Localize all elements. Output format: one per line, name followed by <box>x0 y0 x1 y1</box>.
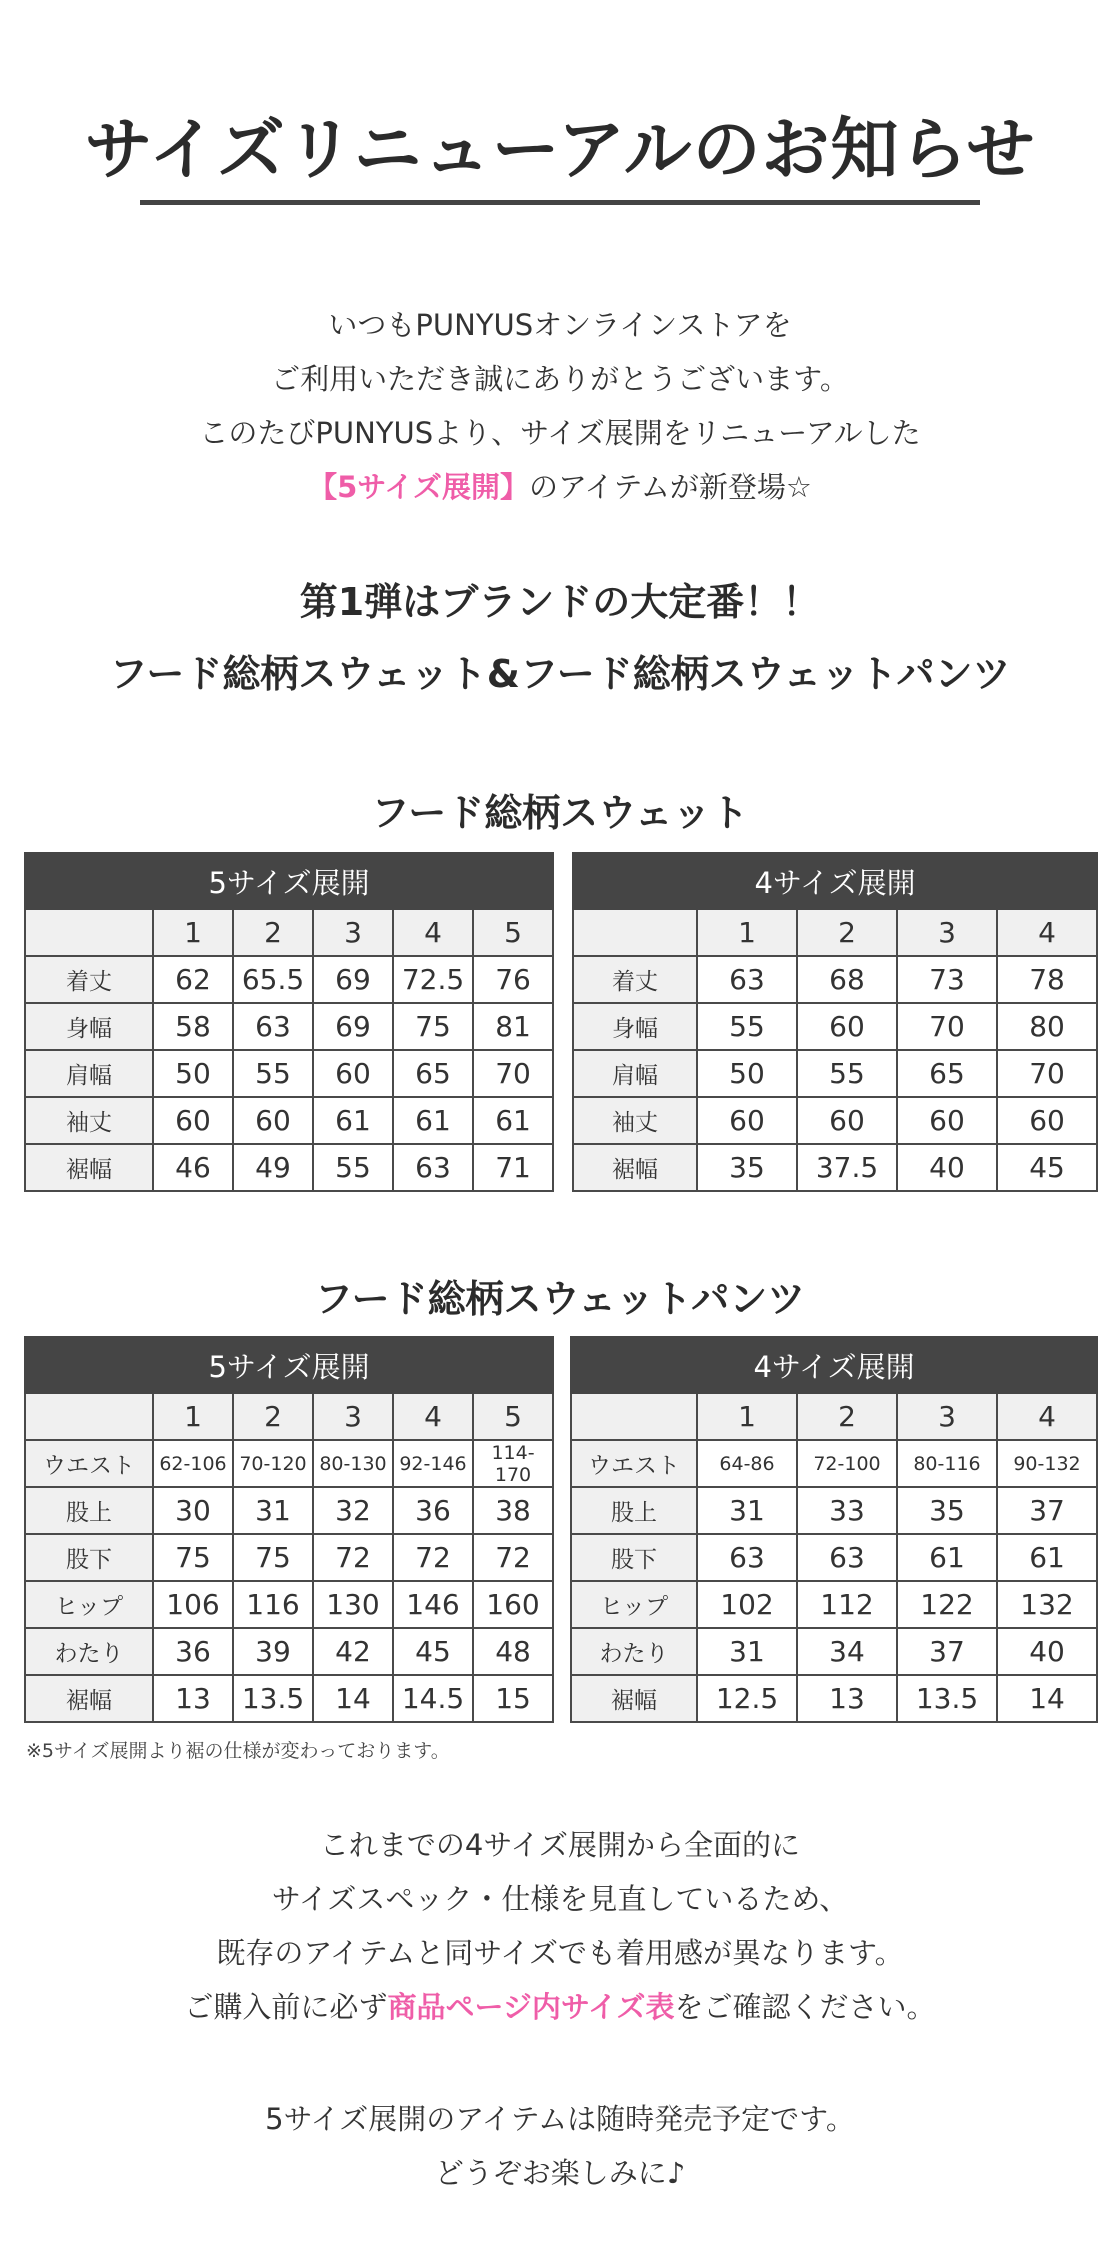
size-header: 3 <box>897 1393 997 1440</box>
value-cell: 38 <box>473 1487 553 1534</box>
table-row <box>571 1675 1097 1722</box>
value-cell: 75 <box>393 1003 473 1050</box>
table-row <box>25 1534 553 1581</box>
value-cell: 60 <box>997 1097 1097 1144</box>
size-header: 4 <box>997 1393 1097 1440</box>
value-cell: 90-132 <box>997 1440 1097 1487</box>
value-cell: 80-116 <box>897 1440 997 1487</box>
value-cell: 55 <box>797 1050 897 1097</box>
corner-cell <box>573 909 697 956</box>
corner-cell <box>571 1393 697 1440</box>
value-cell: 72 <box>313 1534 393 1581</box>
size-header: 2 <box>233 1393 313 1440</box>
row-label: 股下 <box>571 1534 697 1581</box>
value-cell: 61 <box>997 1534 1097 1581</box>
row-label: 身幅 <box>573 1003 697 1050</box>
size-header-row <box>573 909 1097 956</box>
value-cell: 13.5 <box>233 1675 313 1722</box>
value-cell: 116 <box>233 1581 313 1628</box>
row-label: 裾幅 <box>571 1675 697 1722</box>
value-cell: 106 <box>153 1581 233 1628</box>
size-header-row <box>25 1393 553 1440</box>
value-cell: 31 <box>233 1487 313 1534</box>
table-row <box>25 1581 553 1628</box>
value-cell: 80-130 <box>313 1440 393 1487</box>
table-caption: 5サイズ展開 <box>25 853 553 909</box>
value-cell: 13 <box>797 1675 897 1722</box>
pants-five-size-table <box>24 1336 554 1723</box>
row-label: 身幅 <box>25 1003 153 1050</box>
value-cell: 61 <box>473 1097 553 1144</box>
table-row <box>573 956 1097 1003</box>
value-cell: 42 <box>313 1628 393 1675</box>
value-cell: 12.5 <box>697 1675 797 1722</box>
table-row <box>25 1440 553 1487</box>
value-cell: 80 <box>997 1003 1097 1050</box>
value-cell: 48 <box>473 1628 553 1675</box>
value-cell: 72 <box>473 1534 553 1581</box>
row-label: 肩幅 <box>25 1050 153 1097</box>
value-cell: 36 <box>153 1628 233 1675</box>
pants-four-size-table <box>570 1336 1098 1723</box>
intro-line-4-rest: のアイテムが新登場☆ <box>528 470 812 504</box>
sweat-five-size-table <box>24 852 554 1192</box>
size-header: 2 <box>797 1393 897 1440</box>
size-header: 5 <box>473 909 553 956</box>
value-cell: 13 <box>153 1675 233 1722</box>
value-cell: 62-106 <box>153 1440 233 1487</box>
table-row <box>573 1144 1097 1191</box>
table-row <box>25 1050 553 1097</box>
table-row <box>571 1628 1097 1675</box>
table-row <box>25 1487 553 1534</box>
table-row <box>25 956 553 1003</box>
hem-spec-note: ※5サイズ展開より裾の仕様が変わっております。 <box>26 1740 450 1762</box>
value-cell: 122 <box>897 1581 997 1628</box>
outro-line-4 <box>0 1980 1120 2034</box>
value-cell: 60 <box>797 1097 897 1144</box>
row-label: 袖丈 <box>573 1097 697 1144</box>
size-header: 4 <box>393 1393 473 1440</box>
table-caption: 4サイズ展開 <box>573 853 1097 909</box>
value-cell: 31 <box>697 1628 797 1675</box>
row-label: 股上 <box>25 1487 153 1534</box>
row-label: 裾幅 <box>573 1144 697 1191</box>
value-cell: 55 <box>697 1003 797 1050</box>
value-cell: 63 <box>697 956 797 1003</box>
size-header: 4 <box>393 909 473 956</box>
value-cell: 72.5 <box>393 956 473 1003</box>
intro-line-3: このたびPUNYUSより、サイズ展開をリニューアルした <box>199 416 921 450</box>
row-label: ヒップ <box>25 1581 153 1628</box>
row-label: わたり <box>571 1628 697 1675</box>
row-label: ヒップ <box>571 1581 697 1628</box>
closing-text <box>0 2092 1120 2200</box>
row-label: 袖丈 <box>25 1097 153 1144</box>
corner-cell <box>25 1393 153 1440</box>
value-cell: 50 <box>153 1050 233 1097</box>
value-cell: 40 <box>997 1628 1097 1675</box>
value-cell: 114-170 <box>473 1440 553 1487</box>
value-cell: 46 <box>153 1144 233 1191</box>
value-cell: 35 <box>897 1487 997 1534</box>
value-cell: 30 <box>153 1487 233 1534</box>
value-cell: 50 <box>697 1050 797 1097</box>
value-cell: 75 <box>153 1534 233 1581</box>
value-cell: 61 <box>897 1534 997 1581</box>
row-label: 股下 <box>25 1534 153 1581</box>
value-cell: 146 <box>393 1581 473 1628</box>
closing-line-1: 5サイズ展開のアイテムは随時発売予定です。 <box>265 2102 855 2136</box>
row-label: わたり <box>25 1628 153 1675</box>
outro-line-4-pre: ご購入前に必ず <box>184 1990 388 2024</box>
outro-line-3: 既存のアイテムと同サイズでも着用感が異なります。 <box>216 1936 904 1970</box>
value-cell: 61 <box>393 1097 473 1144</box>
headline-line-2: フード総柄スウェット&フード総柄スウェットパンツ <box>109 652 1011 696</box>
table-row <box>573 1003 1097 1050</box>
value-cell: 37 <box>997 1487 1097 1534</box>
row-label: ウエスト <box>25 1440 153 1487</box>
intro-text <box>0 298 1120 514</box>
row-label: 裾幅 <box>25 1675 153 1722</box>
value-cell: 37.5 <box>797 1144 897 1191</box>
row-label: ウエスト <box>571 1440 697 1487</box>
value-cell: 64-86 <box>697 1440 797 1487</box>
value-cell: 60 <box>797 1003 897 1050</box>
table-row <box>571 1440 1097 1487</box>
value-cell: 36 <box>393 1487 473 1534</box>
size-header: 2 <box>797 909 897 956</box>
size-header: 1 <box>153 909 233 956</box>
value-cell: 33 <box>797 1487 897 1534</box>
size-header: 3 <box>897 909 997 956</box>
sweat-section-title: フード総柄スウェット <box>371 791 749 835</box>
value-cell: 13.5 <box>897 1675 997 1722</box>
value-cell: 72-100 <box>797 1440 897 1487</box>
value-cell: 65.5 <box>233 956 313 1003</box>
value-cell: 58 <box>153 1003 233 1050</box>
value-cell: 65 <box>897 1050 997 1097</box>
value-cell: 63 <box>393 1144 473 1191</box>
size-header: 3 <box>313 1393 393 1440</box>
table-caption: 4サイズ展開 <box>571 1337 1097 1393</box>
size-header: 1 <box>697 909 797 956</box>
value-cell: 65 <box>393 1050 473 1097</box>
page-title: サイズリニューアルのお知らせ <box>84 111 1036 190</box>
value-cell: 112 <box>797 1581 897 1628</box>
value-cell: 34 <box>797 1628 897 1675</box>
value-cell: 39 <box>233 1628 313 1675</box>
intro-line-1: いつもPUNYUSオンラインストアを <box>328 308 792 342</box>
size-header: 5 <box>473 1393 553 1440</box>
value-cell: 45 <box>997 1144 1097 1191</box>
size-chart-highlight: 商品ページ内サイズ表 <box>387 1990 675 2024</box>
value-cell: 60 <box>233 1097 313 1144</box>
row-label: 股上 <box>571 1487 697 1534</box>
table-row <box>25 1628 553 1675</box>
table-row <box>25 1144 553 1191</box>
value-cell: 73 <box>897 956 997 1003</box>
value-cell: 63 <box>797 1534 897 1581</box>
outro-line-1: これまでの4サイズ展開から全面的に <box>319 1828 801 1862</box>
value-cell: 76 <box>473 956 553 1003</box>
value-cell: 68 <box>797 956 897 1003</box>
bracket-close: 】 <box>499 470 529 504</box>
value-cell: 14 <box>997 1675 1097 1722</box>
value-cell: 92-146 <box>393 1440 473 1487</box>
table-row <box>571 1534 1097 1581</box>
size-header: 1 <box>697 1393 797 1440</box>
row-label: 着丈 <box>25 956 153 1003</box>
title-underline <box>140 200 980 205</box>
size-header: 2 <box>233 909 313 956</box>
value-cell: 70 <box>897 1003 997 1050</box>
value-cell: 70 <box>473 1050 553 1097</box>
value-cell: 60 <box>897 1097 997 1144</box>
value-cell: 70-120 <box>233 1440 313 1487</box>
pants-section-title: フード総柄スウェットパンツ <box>314 1277 806 1321</box>
value-cell: 62 <box>153 956 233 1003</box>
value-cell: 49 <box>233 1144 313 1191</box>
table-row <box>25 1003 553 1050</box>
table-row <box>571 1487 1097 1534</box>
value-cell: 69 <box>313 1003 393 1050</box>
size-header: 4 <box>997 909 1097 956</box>
value-cell: 75 <box>233 1534 313 1581</box>
value-cell: 45 <box>393 1628 473 1675</box>
value-cell: 69 <box>313 956 393 1003</box>
value-cell: 102 <box>697 1581 797 1628</box>
headline <box>0 566 1120 710</box>
headline-line-1: 第1弾はブランドの大定番！！ <box>299 580 821 624</box>
value-cell: 55 <box>313 1144 393 1191</box>
value-cell: 32 <box>313 1487 393 1534</box>
intro-line-4 <box>0 460 1120 514</box>
value-cell: 14.5 <box>393 1675 473 1722</box>
bracket-open: 【 <box>308 470 338 504</box>
value-cell: 72 <box>393 1534 473 1581</box>
value-cell: 35 <box>697 1144 797 1191</box>
value-cell: 40 <box>897 1144 997 1191</box>
table-row <box>573 1050 1097 1097</box>
row-label: 裾幅 <box>25 1144 153 1191</box>
value-cell: 61 <box>313 1097 393 1144</box>
size-header: 3 <box>313 909 393 956</box>
value-cell: 70 <box>997 1050 1097 1097</box>
row-label: 着丈 <box>573 956 697 1003</box>
value-cell: 63 <box>697 1534 797 1581</box>
value-cell: 78 <box>997 956 1097 1003</box>
value-cell: 60 <box>313 1050 393 1097</box>
row-label: 肩幅 <box>573 1050 697 1097</box>
value-cell: 37 <box>897 1628 997 1675</box>
value-cell: 132 <box>997 1581 1097 1628</box>
value-cell: 60 <box>697 1097 797 1144</box>
outro-line-2: サイズスペック・仕様を見直しているため、 <box>271 1882 849 1916</box>
value-cell: 160 <box>473 1581 553 1628</box>
size-header: 1 <box>153 1393 233 1440</box>
five-size-highlight: 5サイズ展開 <box>337 470 500 504</box>
outro-line-4-post: をご確認ください。 <box>674 1990 936 2024</box>
value-cell: 14 <box>313 1675 393 1722</box>
value-cell: 71 <box>473 1144 553 1191</box>
table-caption: 5サイズ展開 <box>25 1337 553 1393</box>
table-row <box>25 1675 553 1722</box>
value-cell: 81 <box>473 1003 553 1050</box>
value-cell: 63 <box>233 1003 313 1050</box>
corner-cell <box>25 909 153 956</box>
intro-line-2: ご利用いただき誠にありがとうございます。 <box>271 362 849 396</box>
value-cell: 31 <box>697 1487 797 1534</box>
table-row <box>571 1581 1097 1628</box>
value-cell: 55 <box>233 1050 313 1097</box>
outro-text <box>0 1818 1120 2034</box>
value-cell: 15 <box>473 1675 553 1722</box>
table-row <box>25 1097 553 1144</box>
size-header-row <box>25 909 553 956</box>
table-row <box>573 1097 1097 1144</box>
value-cell: 130 <box>313 1581 393 1628</box>
size-header-row <box>571 1393 1097 1440</box>
closing-line-2: どうぞお楽しみに♪ <box>434 2156 686 2190</box>
sweat-four-size-table <box>572 852 1098 1192</box>
value-cell: 60 <box>153 1097 233 1144</box>
